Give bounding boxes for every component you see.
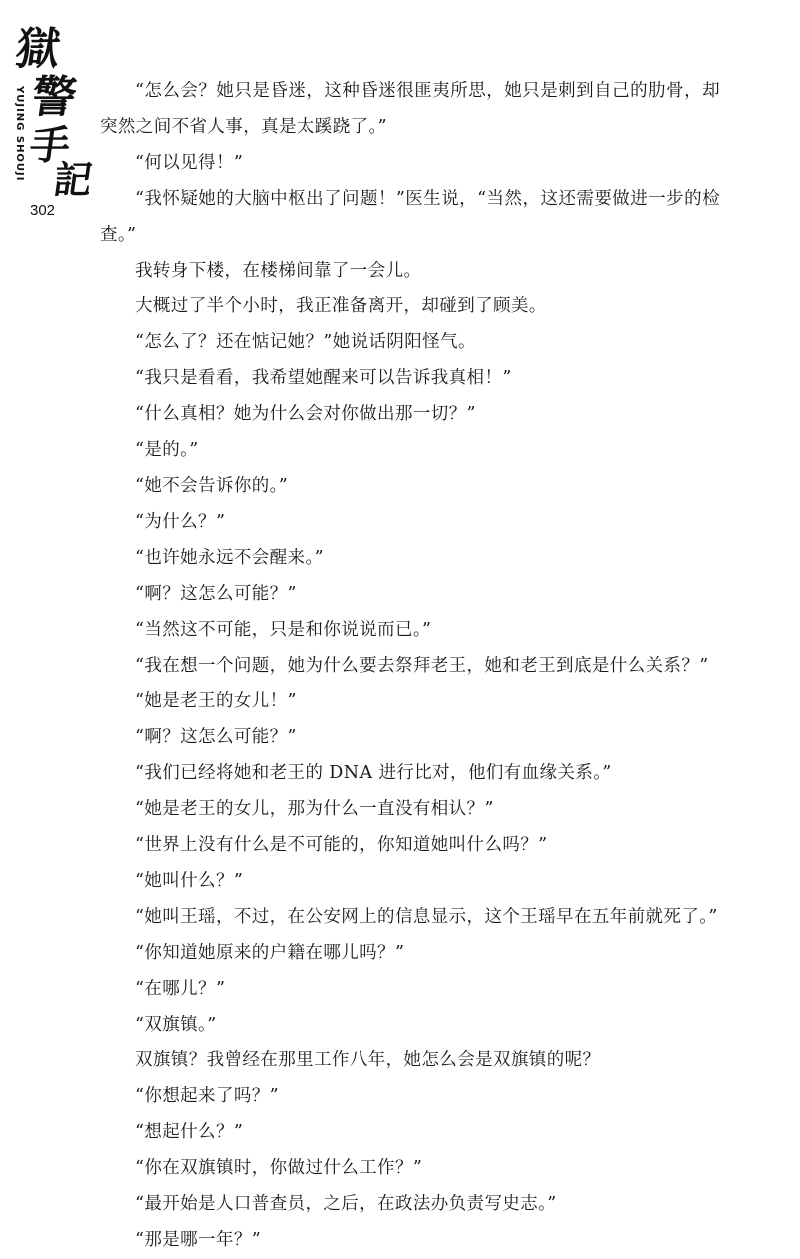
paragraph: “怎么了？还在惦记她？”她说话阴阳怪气。: [135, 332, 476, 353]
paragraph: “她不会告诉你的。”: [135, 475, 289, 496]
page-number: 302: [30, 202, 56, 219]
paragraph: “你想起来了吗？”: [135, 1086, 279, 1107]
paragraph: “啊？这怎么可能？”: [135, 727, 297, 748]
paragraph: “她是老王的女儿！”: [135, 691, 297, 712]
paragraph: “双旗镇。”: [135, 1014, 217, 1035]
paragraph: “最开始是人口普查员，之后，在政法办负责写史志。”: [135, 1194, 557, 1215]
paragraph: “怎么会？她只是昏迷，这种昏迷很匪夷所思，她只是刺到自己的肋骨，却突然之间不省人事，真是太蹊跷了。”: [100, 81, 720, 137]
paragraph: “啊？这怎么可能？”: [135, 583, 297, 604]
paragraph: 我转身下楼，在楼梯间靠了一会儿。: [135, 260, 422, 281]
paragraph: “我在想一个问题，她为什么要去祭拜老王，她和老王到底是什么关系？”: [135, 655, 709, 676]
paragraph: “她是老王的女儿，那为什么一直没有相认？”: [135, 799, 494, 820]
paragraph: “我只是看看，我希望她醒来可以告诉我真相！”: [135, 368, 512, 389]
paragraph: “那是哪一年？”: [135, 1230, 262, 1250]
paragraph: 双旗镇？我曾经在那里工作八年，她怎么会是双旗镇的呢？: [135, 1050, 601, 1071]
paragraph: “什么真相？她为什么会对你做出那一切？”: [135, 404, 476, 425]
logo-char-1: 獄: [12, 24, 64, 75]
paragraph: “你知道她原来的户籍在哪儿吗？”: [135, 942, 405, 963]
paragraph: “在哪儿？”: [135, 978, 226, 999]
paragraph: “何以见得！”: [135, 152, 244, 173]
paragraph: “我怀疑她的大脑中枢出了问题！”医生说，“当然，这还需要做进一步的检查。”: [100, 188, 720, 245]
logo-char-4: 記: [50, 157, 96, 202]
logo-char-2: 警: [28, 72, 80, 123]
paragraph: “她叫王瑶，不过，在公安网上的信息显示，这个王瑶早在五年前就死了。”: [135, 906, 718, 927]
logo-char-3: 手: [26, 122, 74, 169]
logo-pinyin: YUJING SHOUJI: [14, 86, 25, 182]
paragraph: “当然这不可能，只是和你说说而已。”: [135, 619, 432, 640]
book-title-logo: [10, 24, 96, 202]
paragraph: 大概过了半个小时，我正准备离开，却碰到了顾美。: [135, 296, 547, 317]
body-text: [100, 74, 720, 1259]
paragraph: “她叫什么？”: [135, 870, 244, 891]
paragraph: “我们已经将她和老王的 DNA 进行比对，他们有血缘关系。”: [135, 763, 612, 784]
paragraph: “是的。”: [135, 440, 199, 461]
paragraph: “世界上没有什么是不可能的，你知道她叫什么吗？”: [135, 835, 548, 856]
paragraph: “为什么？”: [135, 511, 226, 532]
paragraph: “也许她永远不会醒来。”: [135, 547, 324, 568]
paragraph: “想起什么？”: [135, 1122, 244, 1143]
paragraph: “你在双旗镇时，你做过什么工作？”: [135, 1158, 423, 1179]
